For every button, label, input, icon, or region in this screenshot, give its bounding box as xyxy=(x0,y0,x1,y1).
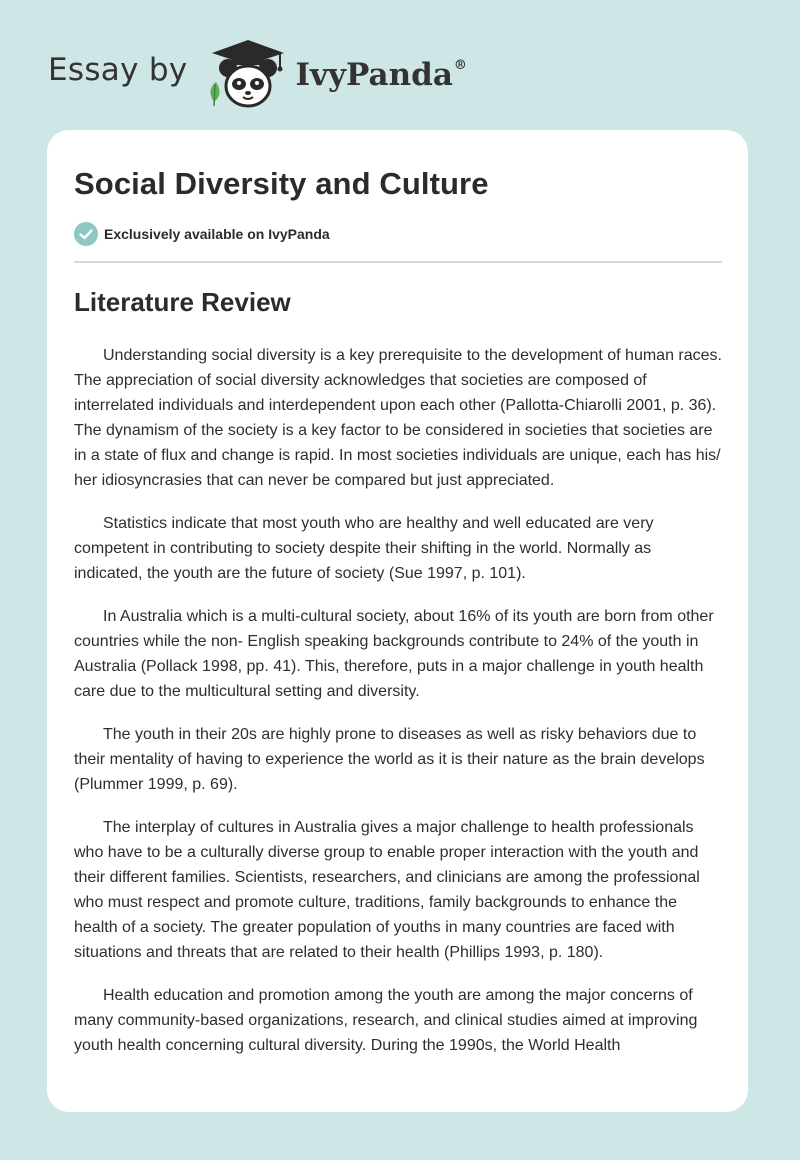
exclusive-badge-text: Exclusively available on IvyPanda xyxy=(104,226,330,242)
section-title: Literature Review xyxy=(74,287,291,317)
brand-prefix: Essay by xyxy=(48,52,188,88)
brand-name: IvyPanda® xyxy=(295,57,467,93)
paragraph: Statistics indicate that most youth who are healthy and well educated are very competent in contributing to society despite their shifting in the world. Normally as indicated, the youth are the future of society (Sue 1997, p. 101). xyxy=(74,515,654,582)
essay-body xyxy=(74,343,724,1073)
paragraph: The interplay of cultures in Australia gives a major challenge to health professionals who have to be a culturally diverse group to enable proper interaction with the youth and their different families. Scientists, researchers, and clinicians are among the professional who must respect and promote culture, traditions, family backgrounds to enhance the health of a society. The greater population of youths in many countries are faced with situations and threats that are related to their health (Phillips 1993, p. 180). xyxy=(74,819,700,961)
essay-title: Social Diversity and Culture xyxy=(74,166,489,201)
check-circle-icon xyxy=(74,222,98,246)
exclusive-badge xyxy=(74,222,330,246)
registered-mark: ® xyxy=(453,58,467,73)
divider xyxy=(74,261,722,263)
paragraph: The youth in their 20s are highly prone to diseases as well as risky behaviors due to their mentality of having to experience the world as it is their nature as the brain develops (Plummer 1999, p. 69). xyxy=(74,726,705,793)
essay-card xyxy=(47,130,748,1112)
paragraph: In Australia which is a multi-cultural society, about 16% of its youth are born from other countries while the non- English speaking backgrounds contribute to 24% of the youth in Australia (Pollack 1998, pp. 41). This, therefore, puts in a major challenge in youth health care due to the multicultural setting and diversity. xyxy=(74,608,714,700)
paragraph: Understanding social diversity is a key prerequisite to the development of human races. The appreciation of social diversity acknowledges that societies are composed of interrelated individuals and interdependent upon each other (Pallotta-Chiarolli 2001, p. 36). The dynamism of the society is a key factor to be considered in societies that societies are in a state of flux and change is rapid. In most societies individuals are unique, each has his/ her idiosyncrasies that can never be compared but just appreciated. xyxy=(74,347,722,489)
site-header xyxy=(48,34,467,110)
panda-graduate-icon xyxy=(202,34,292,110)
paragraph: Health education and promotion among the youth are among the major concerns of many community-based organizations, research, and clinical studies aimed at improving youth health concerning cultural diversity. During the 1990s, the World Health xyxy=(74,987,698,1054)
